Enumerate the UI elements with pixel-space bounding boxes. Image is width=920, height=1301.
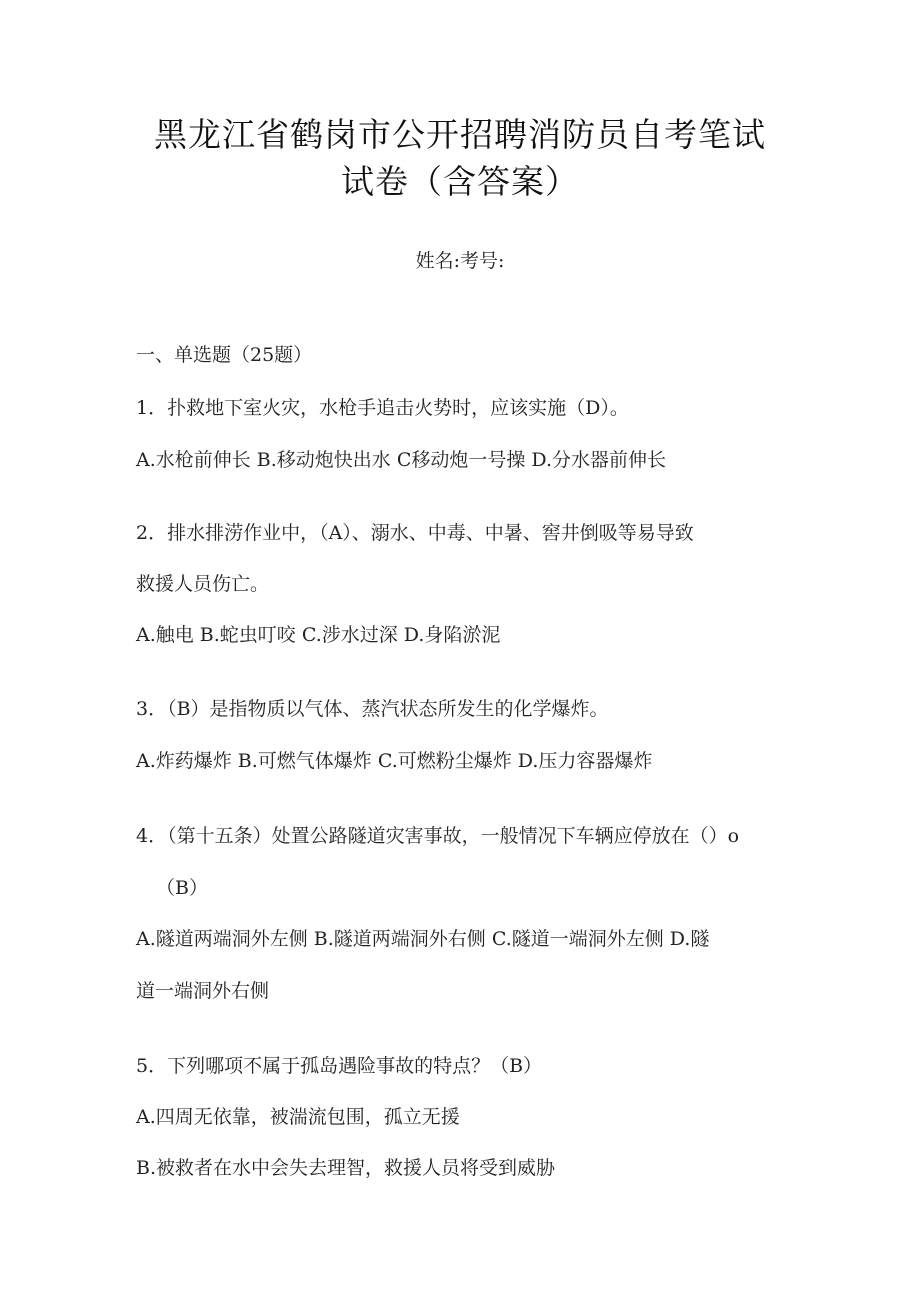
question-4-stem-line-2: （B） [156,877,208,899]
question-4-options-line-2: 道一端洞外右侧 [136,980,270,1002]
question-4-options-line-1: A.隧道两端洞外左侧 B.隧道两端洞外右侧 C.隧道一端洞外左侧 D.隧 [136,928,710,950]
question-5-option-a: A.四周无依靠，被湍流包围，孤立无援 [136,1106,460,1128]
question-3-options: A.炸药爆炸 B.可燃气体爆炸 C.可燃粉尘爆炸 D.压力容器爆炸 [136,750,653,772]
section-heading: 一、单选题（25题） [136,344,313,366]
question-1-stem: 1．扑救地下室火灾，水枪手追击火势时，应该实施（D）。 [136,397,629,419]
question-5-stem: 5．下列哪项不属于孤岛遇险事故的特点？（B） [136,1055,543,1077]
question-5-option-b: B.被救者在水中会失去理智，救援人员将受到威胁 [136,1157,556,1179]
question-2-options: A.触电 B.蛇虫叮咬 C.涉水过深 D.身陷淤泥 [136,624,501,646]
question-2-stem-line-2: 救援人员伤亡。 [136,573,270,595]
question-1-options: A.水枪前伸长 B.移动炮快出水 C移动炮一号操 D.分水器前伸长 [136,449,667,471]
name-and-exam-number-line: 姓名:考号: [415,250,505,272]
document-title-line-1: 黑龙江省鹤岗市公开招聘消防员自考笔试 [154,115,766,154]
question-2-stem-line-1: 2．排水排涝作业中，（A）、溺水、中毒、中暑、窖井倒吸等易导致 [136,522,694,544]
question-4-stem-line-1: 4．（第十五条）处置公路隧道灾害事故，一般情况下车辆应停放在（）o [136,825,740,847]
document-title-line-2: 试卷（含答案） [341,162,579,201]
question-3-stem: 3．（B）是指物质以气体、蒸汽状态所发生的化学爆炸。 [136,698,609,720]
